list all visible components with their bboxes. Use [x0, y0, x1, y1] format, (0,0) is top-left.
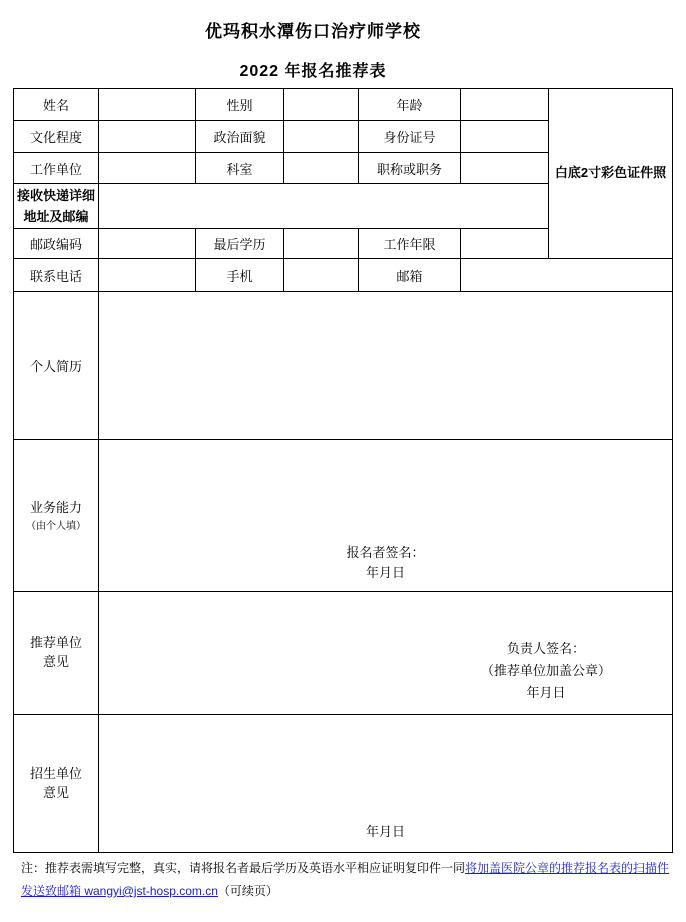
footer-note-suffix: （可续页）	[217, 884, 278, 898]
id-number-value-cell[interactable]	[461, 121, 549, 153]
admission-opinion-content-cell[interactable]	[99, 715, 673, 853]
name-value-cell[interactable]	[99, 89, 196, 121]
id-number-label: 身份证号	[359, 121, 461, 153]
admission-date-label: 年月日	[365, 824, 405, 839]
table-row	[14, 440, 673, 592]
admission-label-line2: 意见	[42, 784, 69, 800]
contact-phone-value-cell[interactable]	[99, 259, 196, 292]
last-degree-label: 最后学历	[196, 229, 284, 259]
footer-note-line2	[21, 880, 673, 903]
email-link[interactable]: 发送致邮箱 wangyi@jst-hosp.com.cn	[21, 884, 218, 898]
department-label: 科室	[196, 153, 284, 184]
ability-label-line2: （由个人填）	[26, 521, 86, 533]
email-value-cell[interactable]	[461, 259, 673, 292]
recommender-signature-block	[440, 638, 652, 704]
applicant-signature-label: 报名者签名：	[346, 545, 425, 560]
mobile-label: 手机	[196, 259, 284, 292]
applicant-signature-block	[99, 543, 672, 583]
resume-label: 个人简历	[14, 292, 99, 440]
contact-phone-label: 联系电话	[14, 259, 99, 292]
form-title: 2022 年报名推荐表	[239, 63, 387, 80]
footer-note-prefix: 注：推荐表需填写完整，真实，请将报名者最后学历及英语水平相应证明复印件一同	[21, 861, 466, 875]
school-title: 优玛积水潭伤口治疗师学校	[205, 22, 421, 41]
photo-placeholder-cell: 白底2寸彩色证件照	[549, 89, 673, 259]
last-degree-value-cell[interactable]	[284, 229, 359, 259]
table-row	[14, 89, 673, 121]
title-or-position-value-cell[interactable]	[461, 153, 549, 184]
name-label: 姓名	[14, 89, 99, 121]
footer-note-line1	[21, 857, 673, 880]
work-years-value-cell[interactable]	[461, 229, 549, 259]
table-row	[14, 292, 673, 440]
recommend-label-line1: 推荐单位	[29, 635, 82, 651]
postal-code-value-cell[interactable]	[99, 229, 196, 259]
age-value-cell[interactable]	[461, 89, 549, 121]
table-row	[14, 259, 673, 292]
express-address-value-cell[interactable]	[99, 184, 549, 229]
gender-label: 性别	[196, 89, 284, 121]
recommend-opinion-content-cell[interactable]	[99, 592, 673, 715]
postal-code-label: 邮政编码	[14, 229, 99, 259]
unit-seal-note: （推荐单位加盖公章）	[480, 663, 611, 678]
table-row	[14, 592, 673, 715]
title-or-position-label: 职称或职务	[359, 153, 461, 184]
recommend-label-line2: 意见	[42, 654, 69, 669]
recommend-opinion-label	[14, 592, 99, 715]
gender-value-cell[interactable]	[284, 89, 359, 121]
responsible-signature-label: 负责人签名：	[506, 641, 585, 656]
political-status-label: 政治面貌	[196, 121, 284, 153]
work-years-label: 工作年限	[359, 229, 461, 259]
work-unit-value-cell[interactable]	[99, 153, 196, 184]
registration-form-table	[13, 88, 673, 853]
admission-date-block	[99, 822, 672, 842]
scan-attachment-link[interactable]: 将加盖医院公章的推荐报名表的扫描件	[465, 861, 670, 875]
table-row	[14, 715, 673, 853]
express-address-label	[14, 184, 99, 229]
education-level-label: 文化程度	[14, 121, 99, 153]
footer-note	[21, 857, 673, 903]
resume-content-cell[interactable]	[99, 292, 673, 440]
age-label: 年龄	[359, 89, 461, 121]
ability-label-line1: 业务能力	[29, 499, 82, 515]
recommend-date-label: 年月日	[526, 685, 566, 700]
email-label: 邮箱	[359, 259, 461, 292]
department-value-cell[interactable]	[284, 153, 359, 184]
work-unit-label: 工作单位	[14, 153, 99, 184]
political-status-value-cell[interactable]	[284, 121, 359, 153]
express-address-label-line1: 接收快递详细	[16, 187, 95, 203]
applicant-date-label: 年月日	[365, 565, 405, 580]
admission-opinion-label	[14, 715, 99, 853]
admission-label-line1: 招生单位	[29, 765, 82, 781]
education-level-value-cell[interactable]	[99, 121, 196, 153]
express-address-label-line2: 地址及邮编	[23, 209, 89, 224]
ability-content-cell[interactable]	[99, 440, 673, 592]
ability-label	[14, 440, 99, 592]
mobile-value-cell[interactable]	[284, 259, 359, 292]
